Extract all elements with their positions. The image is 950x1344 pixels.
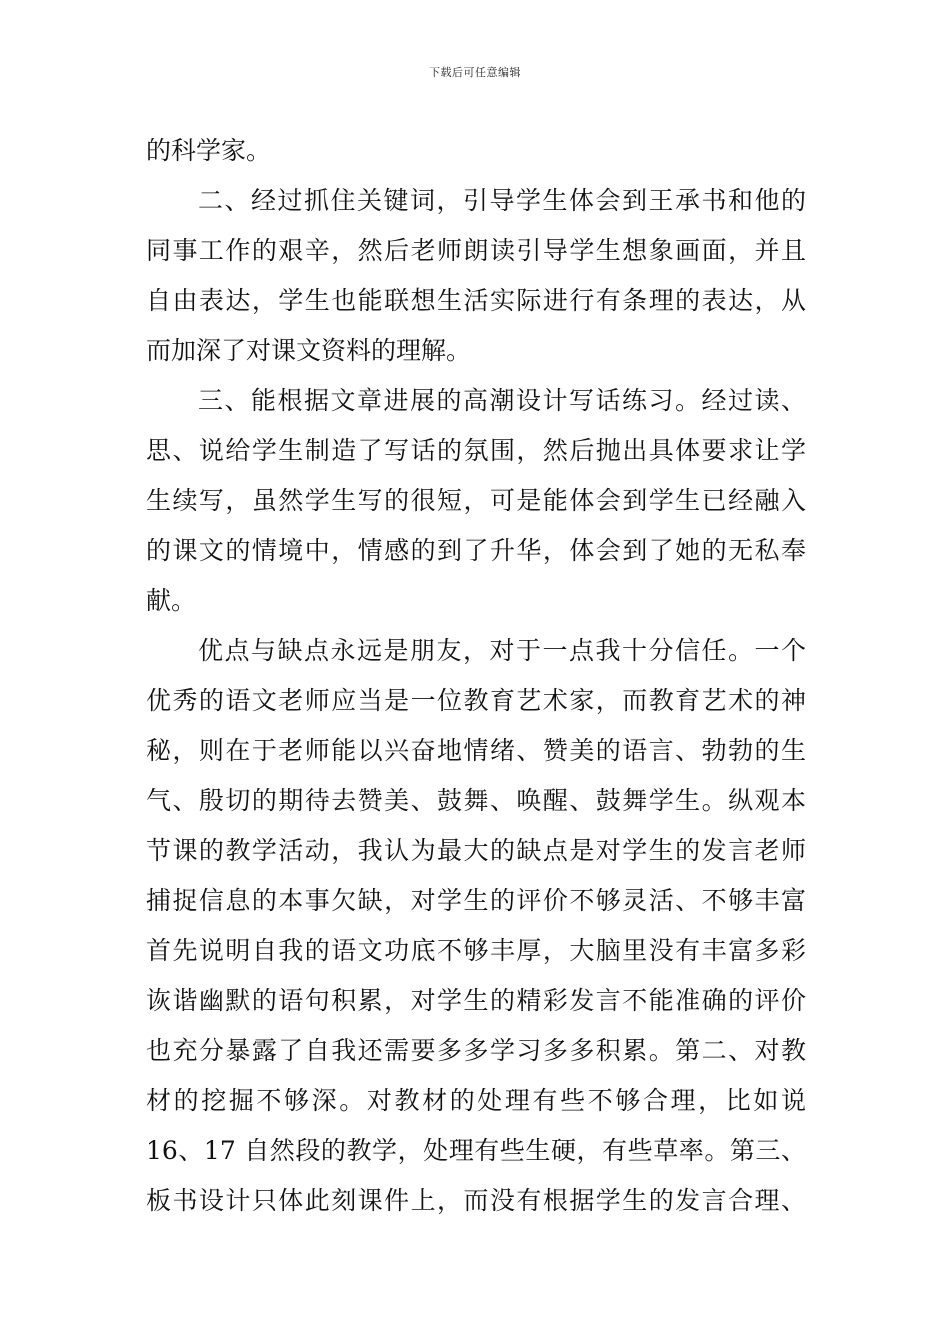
text-line: 首先说明自我的语文功底不够丰厚，大脑里没有丰富多彩 [146, 936, 806, 965]
text-line: 材的挖掘不够深。对教材的处理有些不够合理，比如说 [146, 1086, 806, 1115]
text-line: 优秀的语文老师应当是一位教育艺术家，而教育艺术的神 [146, 686, 806, 715]
text-line: 的科学家。 [146, 136, 272, 165]
text-line: 诙谐幽默的语句积累，对学生的精彩发言不能准确的评价 [146, 986, 806, 1015]
text-line: 节课的教学活动，我认为最大的缺点是对学生的发言老师 [146, 836, 806, 865]
text-line: 而加深了对课文资料的理解。 [146, 336, 472, 365]
text-line: 气、殷切的期待去赞美、鼓舞、唤醒、鼓舞学生。纵观本 [146, 786, 806, 815]
text-line: 秘，则在于老师能以兴奋地情绪、赞美的语言、勃勃的生 [146, 736, 806, 765]
text-line: 自由表达，学生也能联想生活实际进行有条理的表达，从 [146, 286, 806, 315]
text-line: 的课文的情境中，情感的到了升华，体会到了她的无私奉 [146, 536, 806, 565]
text-line: 板书设计只体此刻课件上，而没有根据学生的发言合理、 [146, 1186, 806, 1215]
text-line: 优点与缺点永远是朋友，对于一点我十分信任。一个 [198, 636, 806, 665]
text-line: 三、能根据文章进展的高潮设计写话练习。经过读、 [198, 386, 806, 415]
document-body [146, 126, 806, 1226]
text-line: 二、经过抓住关键词，引导学生体会到王承书和他的 [198, 186, 806, 215]
page-header-note: 下载后可任意编辑 [429, 66, 521, 79]
text-line: 也充分暴露了自我还需要多多学习多多积累。第二、对教 [146, 1036, 806, 1065]
text-line: 生续写，虽然学生写的很短，可是能体会到学生已经融入 [146, 486, 806, 515]
text-line: 捕捉信息的本事欠缺，对学生的评价不够灵活、不够丰富 [146, 886, 806, 915]
text-line: 献。 [146, 586, 197, 615]
text-line: 思、说给学生制造了写话的氛围，然后抛出具体要求让学 [146, 436, 806, 465]
text-line: 同事工作的艰辛，然后老师朗读引导学生想象画面，并且 [146, 236, 806, 265]
text-line: 16、17 自然段的教学，处理有些生硬，有些草率。第三、 [146, 1136, 806, 1165]
